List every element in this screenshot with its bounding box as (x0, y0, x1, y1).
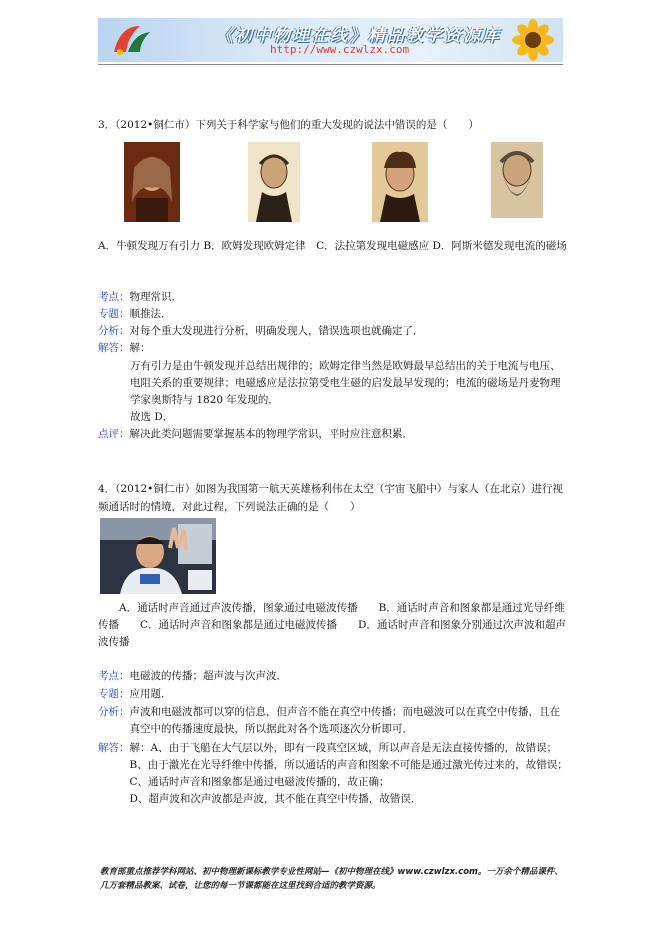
q4-fenxi-label: 分析： (98, 706, 130, 718)
q3-kaodian-label: 考点： (98, 291, 130, 303)
q4-zhuanti-label: 专题： (98, 688, 130, 700)
q4-kaodian-label: 考点： (98, 670, 130, 682)
newton-portrait (124, 142, 180, 222)
q3-jieda-end: 故选 D． (130, 411, 174, 423)
faraday-portrait (372, 142, 428, 222)
q4-jieda-d: D、超声波和次声波都是声波，其不能在真空中传播，故错误． (129, 793, 422, 805)
question-3-options: A．牛顿发现万有引力 B．欧姆发现欧姆定律 C．法拉第发现电磁感应 D．阿斯米德发现电流的磁场 (98, 240, 567, 252)
q4-jieda-a: 解：A、由于飞船在大气层以外，即有一段真空区域，所以声音是无法直接传播的，故错误； (129, 742, 558, 754)
q3-zhuanti-label: 专题： (98, 308, 130, 320)
ohm-portrait (248, 142, 300, 222)
q3-jieda-label: 解答： (98, 342, 130, 354)
q4-fenxi-row (98, 704, 570, 738)
q3-fenxi-label: 分析： (98, 325, 130, 337)
question-4-stem: 4．（2012•铜仁市）如图为我国第一航天英雄杨利伟在太空（宇宙飞船中）与家人（在北京）进行视频通话时的情境，对此过程，下列说法正确的是（ ） (98, 483, 563, 513)
astronaut-photo (100, 518, 216, 594)
q4-kaodian-row (98, 668, 570, 685)
q4-jieda-row (98, 740, 570, 808)
logo-icon (110, 22, 154, 58)
q4-jieda-c: C、通话时声音和图象都是通过电磁波传播的，故正确； (129, 776, 390, 788)
q4-kaodian: 电磁波的传播；超声波与次声波． (129, 670, 287, 682)
q3-dianping-label: 点评： (98, 428, 130, 440)
archimedes-portrait (491, 142, 543, 218)
q4-zhuanti-row (98, 686, 570, 703)
header-banner (98, 18, 563, 62)
q3-fenxi: 对每个重大发现进行分析，明确发现人，错误选项也就确定了． (129, 325, 424, 337)
q3-jieda-head: 解： (129, 342, 151, 354)
q4-jieda-label: 解答： (98, 742, 130, 754)
page-footer: 教育部重点推荐学科网站、初中物理新课标教学专业性网站—《初中物理在线》www.czwlzx.com。一万余个精品课件、几万套精品教案、试卷，让您的每一节课都能在这里找到合适的教学资源。 (100, 867, 563, 891)
q3-kaodian-row (98, 289, 570, 306)
header-divider (98, 64, 563, 65)
q3-zhuanti-row (98, 306, 570, 323)
q4-jieda-b: B、由于激光在光导纤维中传播，所以通话的声音和图象不可能是通过激光传过来的，故错误； (129, 759, 568, 771)
q3-kaodian: 物理常识． (129, 291, 182, 303)
q3-zhuanti: 顺推法． (129, 308, 172, 320)
question-3-stem: 3．（2012•铜仁市）下列关于科学家与他们的重大发现的说法中错误的是（ ） (98, 119, 479, 131)
q4-fenxi: 声波和电磁波都可以穿的信息，但声音不能在真空中传播；而电磁波可以在真空中传播，且在真空中的传播速度最快，所以据此对各个选项逐次分析即可． (129, 706, 560, 735)
question-4-options: A．通话时声音通过声波传播，图象通过电磁波传播 B．通话时声音和图象都是通过光导纤维传播 C．通话时声音和图象都是通过电磁波传播 D．通话时声音和图象分别通过次声波和超声波传播 (98, 602, 566, 648)
q4-zhuanti: 应用题． (129, 688, 172, 700)
q3-fenxi-row (98, 323, 570, 340)
banner-title: 《初中物理在线》精品教学资源库 (216, 26, 501, 46)
banner-url[interactable]: http://www.czwlzx.com (270, 43, 410, 56)
sunflower-icon (503, 18, 563, 62)
q3-jieda-body: 万有引力是由牛顿发现并总结出规律的；欧姆定律当然是欧姆最早总结出的关于电流与电压、电阻关系的重要规律；电磁感应是法拉第受电生磁的启发最早发现的；电流的磁场是丹麦物理学家奥斯特与 1820 年发现的． (130, 360, 561, 406)
q3-dianping-row (98, 426, 570, 443)
q3-dianping: 解决此类问题需要掌握基本的物理学常识，平时应注意积累． (129, 428, 413, 440)
q3-jieda-row (98, 340, 570, 357)
